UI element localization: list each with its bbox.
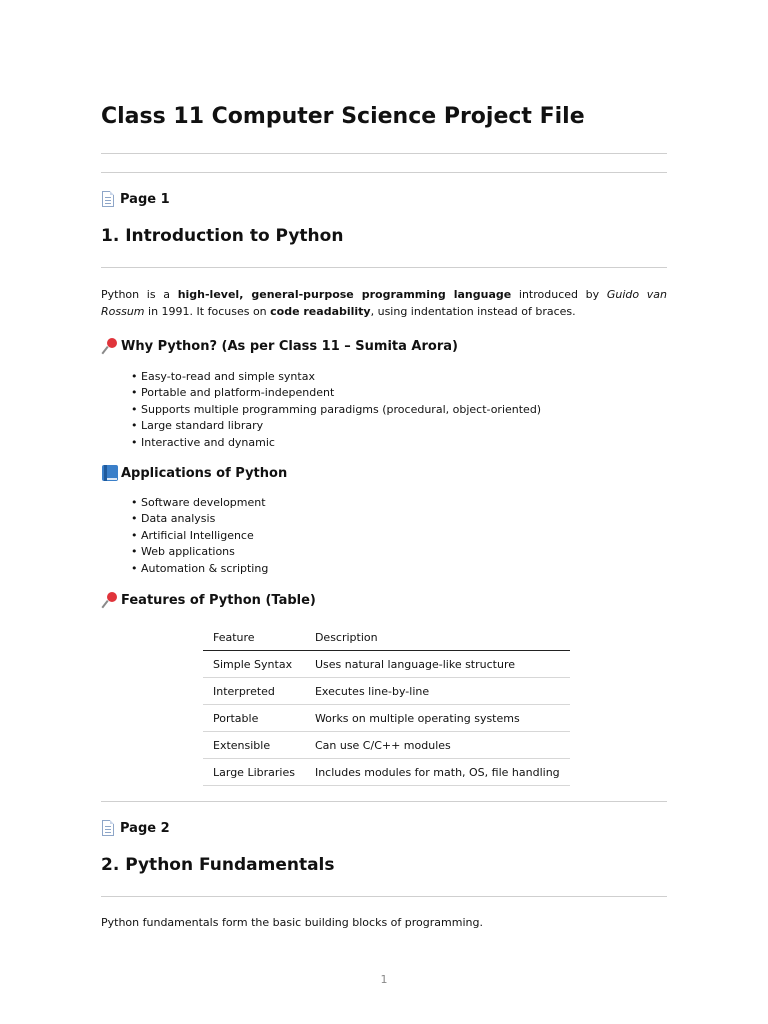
document-title: Class 11 Computer Science Project File bbox=[101, 104, 585, 129]
divider bbox=[101, 153, 667, 154]
list-item: • Data analysis bbox=[131, 511, 268, 527]
intro-paragraph: Python is a high-level, general-purpose programming language introduced by Guido van Rossum in 1991. It focuses on code readability, using indentation instead of braces. bbox=[101, 288, 668, 318]
pushpin-icon bbox=[101, 337, 120, 355]
section-heading-fundamentals: 2. Python Fundamentals bbox=[101, 855, 335, 875]
applications-heading: Applications of Python bbox=[101, 464, 287, 482]
section-heading-introduction: 1. Introduction to Python bbox=[101, 226, 344, 246]
pushpin-icon bbox=[101, 591, 120, 609]
table-cell: Includes modules for math, OS, file handling bbox=[305, 759, 570, 786]
list-item: • Interactive and dynamic bbox=[131, 435, 541, 451]
features-heading: Features of Python (Table) bbox=[101, 591, 316, 609]
column-header: Description bbox=[305, 624, 570, 651]
list-item: • Large standard library bbox=[131, 418, 541, 434]
list-item: • Web applications bbox=[131, 544, 268, 560]
page-icon bbox=[101, 191, 115, 208]
list-item: • Software development bbox=[131, 495, 268, 511]
table-cell: Simple Syntax bbox=[203, 651, 305, 678]
table-cell: Executes line-by-line bbox=[305, 678, 570, 705]
table-row bbox=[203, 732, 570, 759]
table-cell: Uses natural language-like structure bbox=[305, 651, 570, 678]
list-item: • Easy-to-read and simple syntax bbox=[131, 369, 541, 385]
features-table bbox=[203, 624, 570, 786]
divider bbox=[101, 896, 667, 897]
divider bbox=[101, 801, 667, 802]
table-cell: Interpreted bbox=[203, 678, 305, 705]
page-2-label-text: Page 2 bbox=[120, 821, 170, 836]
page-1-label bbox=[101, 191, 170, 208]
divider bbox=[101, 172, 667, 173]
list-item: • Portable and platform-independent bbox=[131, 385, 541, 401]
why-python-list bbox=[131, 369, 541, 451]
column-header: Feature bbox=[203, 624, 305, 651]
fundamentals-paragraph: Python fundamentals form the basic building blocks of programming. bbox=[101, 916, 483, 929]
applications-list bbox=[131, 495, 268, 577]
table-cell: Can use C/C++ modules bbox=[305, 732, 570, 759]
table-row bbox=[203, 678, 570, 705]
page-number: 1 bbox=[380, 973, 388, 986]
table-cell: Works on multiple operating systems bbox=[305, 705, 570, 732]
table-row bbox=[203, 759, 570, 786]
blue-book-icon bbox=[101, 464, 119, 482]
page-1-label-text: Page 1 bbox=[120, 192, 170, 207]
why-python-heading: Why Python? (As per Class 11 – Sumita Arora) bbox=[101, 337, 458, 355]
list-item: • Automation & scripting bbox=[131, 561, 268, 577]
page-2-label bbox=[101, 820, 170, 837]
table-cell: Portable bbox=[203, 705, 305, 732]
list-item: • Supports multiple programming paradigms (procedural, object-oriented) bbox=[131, 402, 541, 418]
list-item: • Artificial Intelligence bbox=[131, 528, 268, 544]
table-row bbox=[203, 651, 570, 678]
table-cell: Large Libraries bbox=[203, 759, 305, 786]
table-row bbox=[203, 705, 570, 732]
table-cell: Extensible bbox=[203, 732, 305, 759]
page-icon bbox=[101, 820, 115, 837]
table-header-row bbox=[203, 624, 570, 651]
divider bbox=[101, 267, 667, 268]
